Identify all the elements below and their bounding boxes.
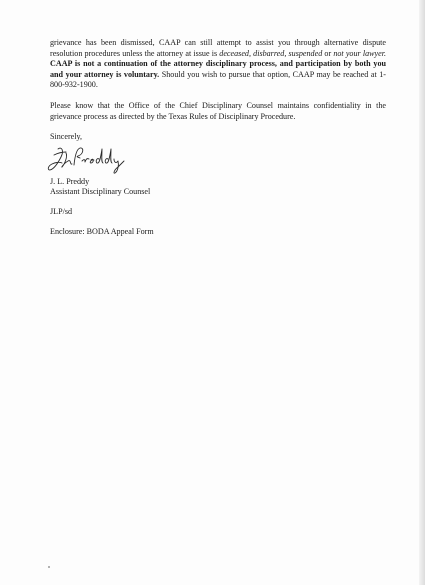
paragraph-confidentiality: Please know that the Office of the Chief Disciplinary Counsel maintains confidentiality in the grievance process as directed by the Texas Rules of Disciplinary Procedure. [50,100,386,121]
paragraph-caap-italic-2: not your lawyer. [333,48,386,58]
spacer [50,91,386,101]
signature-drawing [44,143,134,177]
paragraph-caap-bold: CAAP is not a continuation of the attorney disciplinary process, and participation by both you and your attorney is voluntary. [50,59,386,79]
paragraph-caap-text-1: grievance has been dismissed, CAAP can still attempt to assist you through alternative dispute resolution procedures unless the attorney at issue is [50,38,386,58]
spacer [50,122,386,132]
letter-body [50,38,386,237]
enclosure-line: Enclosure: BODA Appeal Form [50,226,154,236]
closing-salutation: Sincerely, [50,132,83,142]
spacer [50,218,386,227]
paragraph-caap-text-4: Should you wish to pursue that option, CAAP may be reached at 1-800-932-1900. [50,69,386,90]
paragraph-caap-text-2: or [322,48,334,58]
scan-speck [48,566,50,568]
paragraph-caap-italic-1: deceased, disbarred, suspended [219,48,323,58]
paragraph-caap [50,38,386,91]
signer-title: Assistant Disciplinary Counsel [50,187,151,197]
reference-initials: JLP/sd [50,206,73,216]
page-edge-shadow [419,0,425,585]
signer-name: J. L. Preddy [50,176,90,186]
spacer [50,198,386,207]
handwritten-signature [50,143,170,177]
